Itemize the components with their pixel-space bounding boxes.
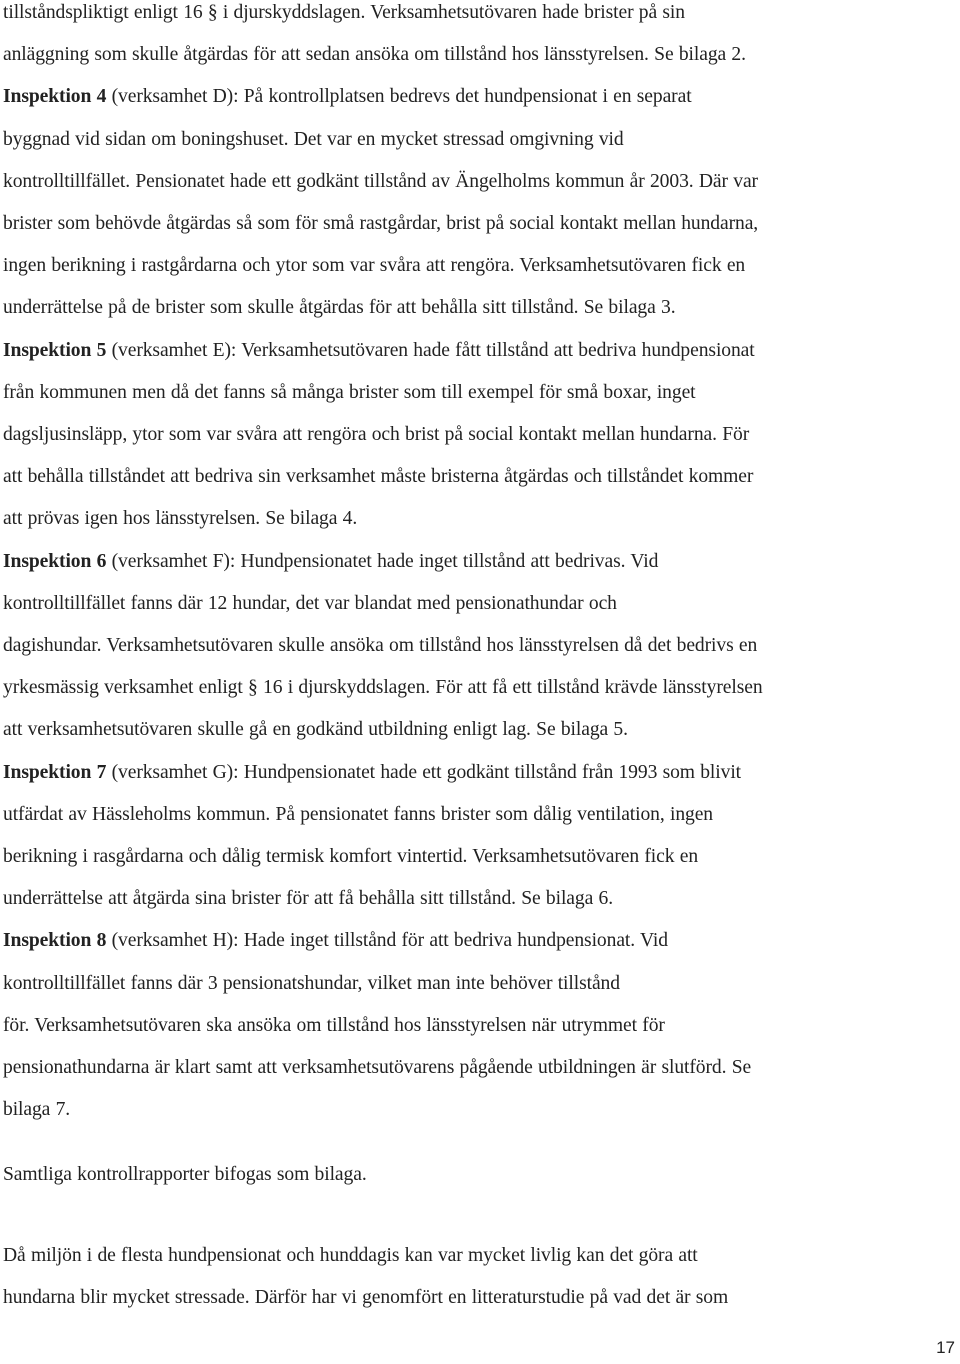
text-line: underrättelse att åtgärda sina brister för att få behålla sitt tillstånd. Se bilaga 6. <box>3 888 613 910</box>
text-line: ingen berikning i rastgårdarna och ytor som var svåra att rengöra. Verksamhetsutövaren fick en <box>3 255 746 277</box>
text-line <box>3 752 955 794</box>
text-line <box>3 541 955 583</box>
inspection-heading: Inspektion 8 <box>3 930 107 952</box>
inspection-text: (verksamhet G): Hundpensionatet hade ett godkänt tillstånd från 1993 som blivit <box>106 761 742 783</box>
text-line: kontrolltillfället fanns där 12 hundar, det var blandat med pensionathundar och <box>3 592 617 614</box>
inspection-paragraphs <box>3 0 955 1131</box>
inspection-heading: Inspektion 6 <box>3 550 107 572</box>
text-line: Då miljön i de flesta hundpensionat och hunddagis kan var mycket livlig kan det göra att <box>3 1245 698 1266</box>
text-line: att verksamhetsutövaren skulle gå en godkänd utbildning enligt lag. Se bilaga 5. <box>3 719 628 741</box>
inspection-text: (verksamhet H): Hade inget tillstånd för att bedriva hundpensionat. Vid <box>106 930 668 952</box>
attachments-note <box>3 1154 955 1196</box>
inspection-text: (verksamhet F): Hundpensionatet hade inget tillstånd att bedrivas. Vid <box>106 550 659 572</box>
closing-paragraph <box>3 1235 955 1319</box>
text-line: dagsljusinsläpp, ytor som var svåra att rengöra och brist på social kontakt mellan hundarna. För <box>3 424 750 446</box>
text-line: anläggning som skulle åtgärdas för att sedan ansöka om tillstånd hos länsstyrelsen. Se bilaga 2. <box>3 44 746 66</box>
inspection-text: (verksamhet E): Verksamhetsutövaren hade fått tillstånd att bedriva hundpensionat <box>106 339 755 361</box>
text-line: kontrolltillfället fanns där 3 pensionatshundar, vilket man inte behöver tillstånd <box>3 972 620 994</box>
text-line: byggnad vid sidan om boningshuset. Det var en mycket stressad omgivning vid <box>3 128 624 150</box>
text-line: kontrolltillfället. Pensionatet hade ett godkänt tillstånd av Ängelholms kommun år 2003. Där var <box>3 170 758 192</box>
text-line: att prövas igen hos länsstyrelsen. Se bilaga 4. <box>3 508 358 530</box>
text-line: för. Verksamhetsutövaren ska ansöka om tillstånd hos länsstyrelsen när utrymmet för <box>3 1014 665 1036</box>
text-line: Samtliga kontrollrapporter bifogas som bilaga. <box>3 1164 367 1185</box>
text-line: brister som behövde åtgärdas så som för små rastgårdar, brist på social kontakt mellan hundarna, <box>3 213 759 235</box>
text-line: hundarna blir mycket stressade. Därför har vi genomfört en litteraturstudie på vad det är som <box>3 1287 729 1309</box>
text-line: dagishundar. Verksamhetsutövaren skulle ansöka om tillstånd hos länsstyrelsen då det bedrivs en <box>3 635 758 657</box>
text-line: underrättelse på de brister som skulle åtgärdas för att behålla sitt tillstånd. Se bilaga 3. <box>3 297 676 319</box>
text-line: berikning i rasgårdarna och dålig termisk komfort vintertid. Verksamhetsutövaren fick en <box>3 846 699 868</box>
text-line: att behålla tillståndet att bedriva sin verksamhet måste bristerna åtgärdas och tillståndet kommer <box>3 466 754 488</box>
page-number: 17 <box>936 1338 955 1357</box>
text-line <box>3 330 955 372</box>
text-line: tillståndspliktigt enligt 16 § i djurskyddslagen. Verksamhetsutövaren hade brister på sin <box>3 2 685 23</box>
text-line: yrkesmässig verksamhet enligt § 16 i djurskyddslagen. För att få ett tillstånd krävde länsstyrelsen <box>3 677 763 699</box>
text-line: utfärdat av Hässleholms kommun. På pensionatet fanns brister som dålig ventilation, ingen <box>3 803 714 825</box>
text-line: från kommunen men då det fanns så många brister som till exempel för små boxar, inget <box>3 381 696 403</box>
text-line: pensionathundarna är klart samt att verksamhetsutövarens pågående utbildningen är slutförd. Se <box>3 1057 752 1079</box>
inspection-heading: Inspektion 5 <box>3 339 107 361</box>
inspection-heading: Inspektion 4 <box>3 86 107 108</box>
inspection-text: (verksamhet D): På kontrollplatsen bedrevs det hundpensionat i en separat <box>106 86 692 108</box>
text-line: bilaga 7. <box>3 1099 71 1121</box>
inspection-heading: Inspektion 7 <box>3 761 107 783</box>
text-line <box>3 76 955 118</box>
text-line <box>3 920 955 962</box>
